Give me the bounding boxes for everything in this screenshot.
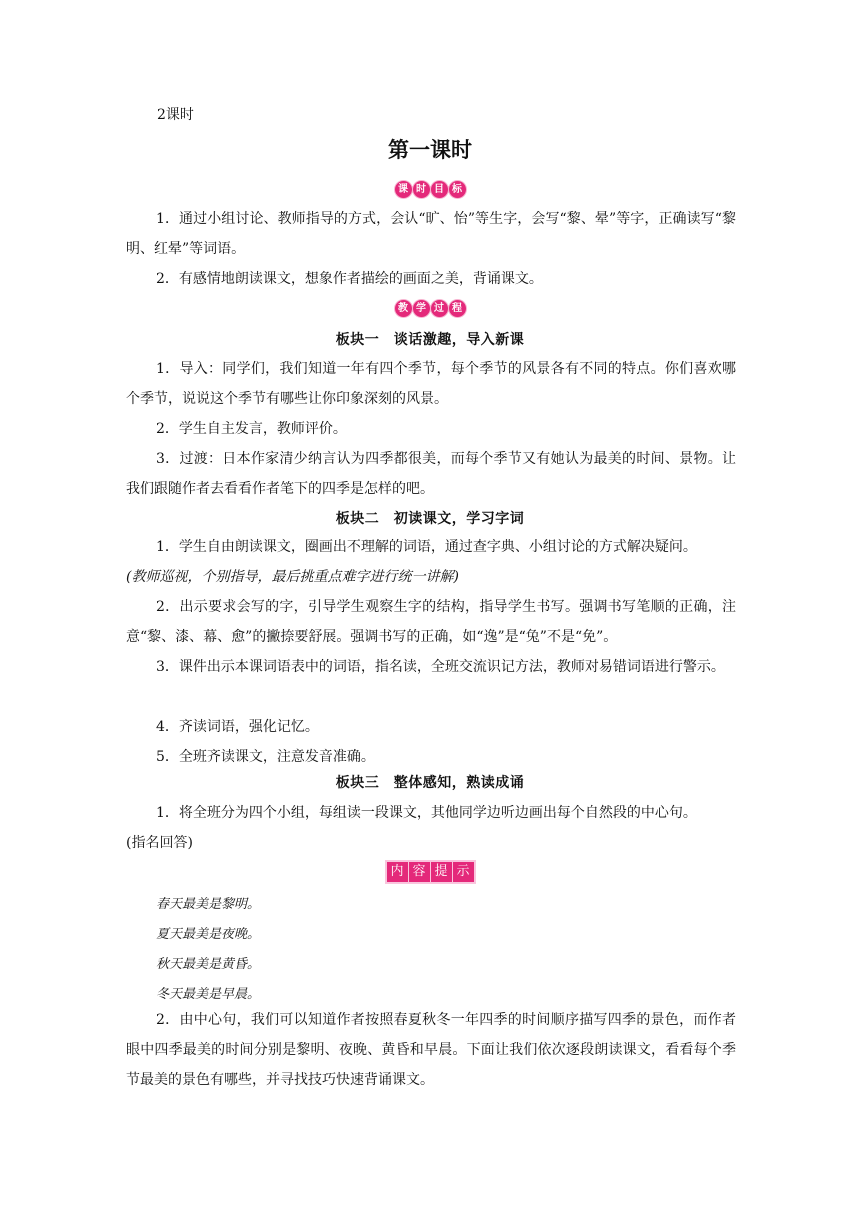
- section-3-heading: 板块三 整体感知，熟读成诵: [335, 775, 525, 791]
- hint-line-4: 冬天最美是早晨。: [156, 987, 261, 1002]
- badge-char: 程: [449, 300, 466, 317]
- badge-char: 目: [431, 181, 448, 198]
- section-2-item-3: 3．课件出示本课词语表中的词语，指名读，全班交流识记方法，教师对易错词语进行警示。: [156, 659, 725, 675]
- badge-char: 容: [409, 862, 430, 882]
- section-3-item-1: 1．将全班分为四个小组，每组读一段课文，其他同学边听边画出每个自然段的中心句。: [156, 805, 697, 821]
- badge-char: 示: [453, 862, 474, 882]
- badge-char: 内: [387, 862, 408, 882]
- hint-badge: [385, 860, 476, 884]
- process-badge-row: [0, 300, 860, 317]
- badge-char: 学: [413, 300, 430, 317]
- hint-line-2: 夏天最美是夜晚。: [156, 927, 261, 942]
- objective-1: 1．通过小组讨论、教师指导的方式，会认“旷、怡”等生字，会写“黎、晕”等字，正确读写“黎明、红晕”等词语。: [126, 211, 736, 257]
- badge-char: 过: [431, 300, 448, 317]
- section-2-heading: 板块二 初读课文，学习字词: [335, 511, 525, 527]
- section-2-item-1-note: (教师巡视，个别指导，最后挑重点难字进行统一讲解): [126, 569, 459, 585]
- section-2-item-4: 4．齐读词语，强化记忆。: [156, 719, 319, 735]
- badge-char: 提: [431, 862, 452, 882]
- section-2-item-1: 1．学生自由朗读课文，圈画出不理解的词语，通过查字典、小组讨论的方式解决疑问。: [156, 539, 697, 555]
- lesson-count: 2课时: [157, 107, 194, 123]
- objectives-badge: [395, 181, 466, 198]
- objective-2: 2．有感情地朗读课文，想象作者描绘的画面之美，背诵课文。: [156, 271, 543, 287]
- section-2-item-5: 5．全班齐读课文，注意发音准确。: [156, 749, 375, 765]
- section-3-item-1-note: (指名回答): [126, 835, 193, 851]
- badge-char: 时: [413, 181, 430, 198]
- page-title: 第一课时: [388, 138, 472, 162]
- objectives-badge-row: [0, 181, 860, 198]
- section-1-heading: 板块一 谈话激趣，导入新课: [335, 332, 525, 348]
- section-1-item-3: 3．过渡：日本作家清少纳言认为四季都很美，而每个季节又有她认为最美的时间、景物。让我们跟随作者去看看作者笔下的四季是怎样的吧。: [126, 451, 736, 497]
- hint-line-3: 秋天最美是黄昏。: [156, 957, 261, 972]
- section-1-item-1: 1．导入：同学们，我们知道一年有四个季节，每个季节的风景各有不同的特点。你们喜欢哪个季节，说说这个季节有哪些让你印象深刻的风景。: [126, 361, 736, 407]
- badge-char: 课: [395, 181, 412, 198]
- section-1-item-2: 2．学生自主发言，教师评价。: [156, 421, 347, 437]
- section-2-item-2: 2．出示要求会写的字，引导学生观察生字的结构，指导学生书写。强调书写笔顺的正确，注意“黎、漆、幕、愈”的撇捺要舒展。强调书写的正确，如“逸”是“兔”不是“免”。: [126, 599, 736, 645]
- badge-char: 标: [449, 181, 466, 198]
- process-badge: [395, 300, 466, 317]
- badge-char: 教: [395, 300, 412, 317]
- hint-badge-row: [0, 860, 860, 884]
- section-3-item-2: 2．由中心句，我们可以知道作者按照春夏秋冬一年四季的时间顺序描写四季的景色，而作者眼中四季最美的时间分别是黎明、夜晚、黄昏和早晨。下面让我们依次逐段朗读课文，看看每个季节最美的景色有哪些，并寻找技巧快速背诵课文。: [126, 1012, 736, 1088]
- hint-line-1: 春天最美是黎明。: [156, 897, 261, 912]
